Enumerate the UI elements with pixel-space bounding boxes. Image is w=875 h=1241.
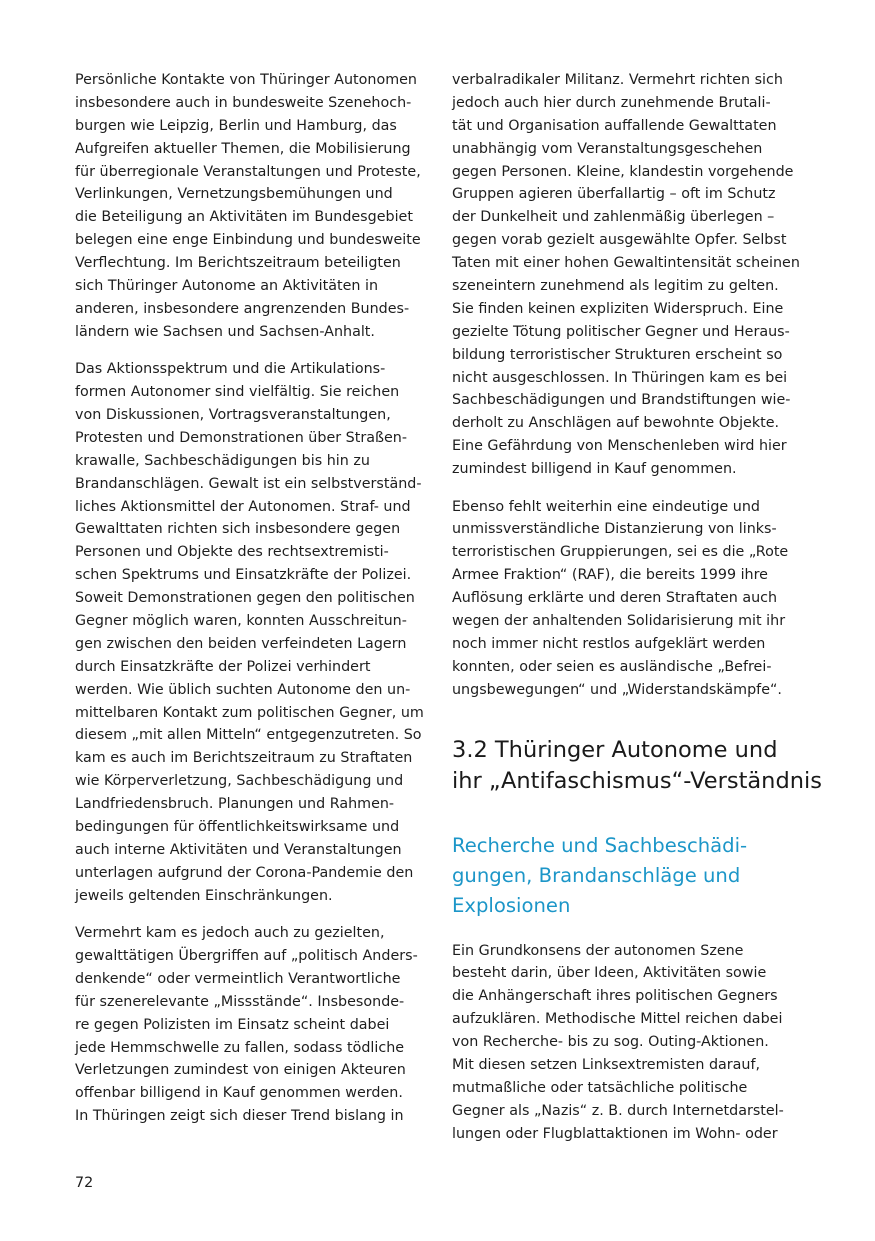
text-line: gezielte Tötung politischer Gegner und Heraus- <box>452 323 790 340</box>
text-line: jede Hemmschwelle zu fallen, sodass tödliche <box>75 1039 405 1056</box>
text-line: Protesten und Demonstrationen über Straßen- <box>75 429 407 446</box>
text-line: ihr „Antifaschismus“-Verständnis <box>452 767 822 794</box>
text-line: jedoch auch hier durch zunehmende Brutali- <box>452 94 771 111</box>
text-line: Explosionen <box>452 893 571 917</box>
text-line: Sie finden keinen expliziten Widerspruch. Eine <box>452 300 784 317</box>
text-line: verbalradikaler Militanz. Vermehrt richten sich <box>452 72 783 88</box>
text-line: kam es auch im Berichtszeitraum zu Straftaten <box>75 750 413 767</box>
text-line: von Recherche- bis zu sog. Outing-Aktionen. <box>452 1034 769 1051</box>
text-line: mittelbaren Kontakt zum politischen Gegner, um <box>75 704 424 721</box>
text-line: burgen wie Leipzig, Berlin und Hamburg, das <box>75 117 397 134</box>
text-line: bedingungen für öffentlichkeitswirksame und <box>75 819 400 835</box>
subheading <box>452 831 822 921</box>
text-line: konnten, oder seien es ausländische „Befrei- <box>452 658 772 675</box>
text-line: Vermehrt kam es jedoch auch zu gezielten, <box>75 925 385 942</box>
paragraph <box>452 69 822 481</box>
text-line: Verflechtung. Im Berichtszeitraum beteiligten <box>75 255 401 272</box>
text-line: anderen, insbesondere angrenzenden Bundes- <box>75 300 410 317</box>
text-line: offenbar billigend in Kauf genommen werden. <box>75 1085 403 1102</box>
text-line: jeweils geltenden Einschränkungen. <box>75 887 333 904</box>
text-line: Das Aktionsspektrum und die Artikulations- <box>75 361 386 378</box>
text-line: für szenerelevante „Missstände“. Insbesonde- <box>75 993 405 1010</box>
text-line: insbesondere auch in bundesweite Szenehoch- <box>75 94 412 111</box>
text-line: Aufgreifen aktueller Themen, die Mobilisierung <box>75 140 411 157</box>
text-line: der Dunkelheit und zahlenmäßig überlegen – <box>452 209 775 226</box>
text-line: gegen Personen. Kleine, klandestin vorgehende <box>452 163 794 180</box>
text-line: Recherche und Sachbeschädi- <box>452 833 748 857</box>
text-line: durch Einsatzkräfte der Polizei verhindert <box>75 658 371 675</box>
text-line: lungen oder Flugblattaktionen im Wohn- oder <box>452 1125 778 1142</box>
text-line: noch immer nicht restlos aufgeklärt werden <box>452 635 766 652</box>
text-line: gewalttätigen Übergriffen auf „politisch Anders- <box>75 947 418 964</box>
text-line: formen Autonomer sind vielfältig. Sie reichen <box>75 384 400 401</box>
text-line: wie Körperverletzung, Sachbeschädigung und <box>75 773 404 790</box>
text-line: Ebenso fehlt weiterhin eine eindeutige und <box>452 498 760 515</box>
text-line: gegen vorab gezielt ausgewählte Opfer. Selbst <box>452 232 787 249</box>
text-line: Verletzungen zumindest von einigen Akteuren <box>75 1062 406 1079</box>
left-column <box>75 69 435 1143</box>
text-line: Brandanschlägen. Gewalt ist ein selbstverständ- <box>75 475 422 492</box>
text-line: denkende“ oder vermeintlich Verantwortliche <box>75 970 401 987</box>
text-line: auch interne Aktivitäten und Veranstaltungen <box>75 841 402 858</box>
text-line: die Beteiligung an Aktivitäten im Bundesgebiet <box>75 209 413 226</box>
text-line: Personen und Objekte des rechtsextremisti- <box>75 544 389 561</box>
text-line: diesem „mit allen Mitteln“ entgegenzutreten. So <box>75 727 422 744</box>
paragraph <box>452 940 822 1146</box>
text-line: zumindest billigend in Kauf genommen. <box>452 461 737 478</box>
text-line: mutmaßliche oder tatsächliche politische <box>452 1079 748 1096</box>
text-line: Taten mit einer hohen Gewaltintensität scheinen <box>452 255 800 272</box>
text-line: gungen, Brandanschläge und <box>452 863 741 887</box>
paragraph <box>75 69 435 344</box>
text-line: derholt zu Anschlägen auf bewohnte Objekte. <box>452 415 780 432</box>
text-line: unmissverständliche Distanzierung von links- <box>452 521 777 538</box>
text-line: für überregionale Veranstaltungen und Proteste, <box>75 163 421 180</box>
text-line: Eine Gefährdung von Menschenleben wird hier <box>452 438 787 455</box>
text-line: unabhängig vom Veranstaltungsgeschehen <box>452 140 763 157</box>
right-column <box>452 69 822 1160</box>
text-line: gen zwischen den beiden verfeindeten Lagern <box>75 635 407 652</box>
text-line: ungsbewegungen“ und „Widerstandskämpfe“. <box>452 681 782 698</box>
paragraph <box>75 922 435 1128</box>
text-line: schen Spektrums und Einsatzkräfte der Polizei. <box>75 567 412 584</box>
text-line: 3.2 Thüringer Autonome und <box>452 736 778 763</box>
text-line: Landfriedensbruch. Planungen und Rahmen- <box>75 796 395 813</box>
text-line: sich Thüringer Autonome an Aktivitäten in <box>75 278 379 295</box>
text-line: wegen der anhaltenden Solidarisierung mit ihr <box>452 612 786 629</box>
text-line: Armee Fraktion“ (RAF), die bereits 1999 ihre <box>452 567 768 584</box>
text-line: unterlagen aufgrund der Corona-Pandemie den <box>75 864 414 881</box>
text-line: re gegen Polizisten im Einsatz scheint dabei <box>75 1016 390 1033</box>
text-line: liches Aktionsmittel der Autonomen. Straf- und <box>75 498 411 515</box>
text-line: In Thüringen zeigt sich dieser Trend bislang in <box>75 1108 404 1125</box>
text-line: von Diskussionen, Vortragsveranstaltungen, <box>75 406 391 423</box>
text-line: ländern wie Sachsen und Sachsen-Anhalt. <box>75 323 375 340</box>
text-line: Verlinkungen, Vernetzungsbemühungen und <box>75 186 393 203</box>
text-line: besteht darin, über Ideen, Aktivitäten sowie <box>452 965 767 982</box>
text-line: Gegner als „Nazis“ z. B. durch Internetdarstel- <box>452 1102 784 1119</box>
paragraph <box>452 496 822 702</box>
text-line: Ein Grundkonsens der autonomen Szene <box>452 942 744 959</box>
text-line: nicht ausgeschlossen. In Thüringen kam es bei <box>452 369 788 386</box>
text-line: szeneintern zunehmend als legitim zu gelten. <box>452 278 779 295</box>
text-line: Soweit Demonstrationen gegen den politischen <box>75 590 415 607</box>
text-line: Gruppen agieren überfallartig – oft im Schutz <box>452 186 776 203</box>
text-line: krawalle, Sachbeschädigungen bis hin zu <box>75 452 370 469</box>
text-line: Auflösung erklärte und deren Straftaten auch <box>452 590 778 607</box>
section-heading <box>452 735 822 797</box>
text-line: belegen eine enge Einbindung und bundesweite <box>75 232 421 249</box>
text-line: Gewalttaten richten sich insbesondere gegen <box>75 521 401 538</box>
text-line: Mit diesen setzen Linksextremisten darauf, <box>452 1057 761 1073</box>
text-line: Sachbeschädigungen und Brandstiftungen wie- <box>452 392 791 409</box>
text-line: bildung terroristischer Strukturen erscheint so <box>452 346 783 363</box>
page-number: 72 <box>75 1175 94 1191</box>
text-line: werden. Wie üblich suchten Autonome den un- <box>75 681 411 698</box>
text-line: aufzuklären. Methodische Mittel reichen dabei <box>452 1011 783 1028</box>
text-line: Gegner möglich waren, konnten Ausschreitun- <box>75 612 407 629</box>
text-line: tät und Organisation auffallende Gewalttaten <box>452 117 777 134</box>
paragraph <box>75 358 435 907</box>
text-line: die Anhängerschaft ihres politischen Gegners <box>452 988 778 1005</box>
text-line: Persönliche Kontakte von Thüringer Autonomen <box>75 72 417 88</box>
text-line: terroristischen Gruppierungen, sei es die „Rote <box>452 544 789 561</box>
